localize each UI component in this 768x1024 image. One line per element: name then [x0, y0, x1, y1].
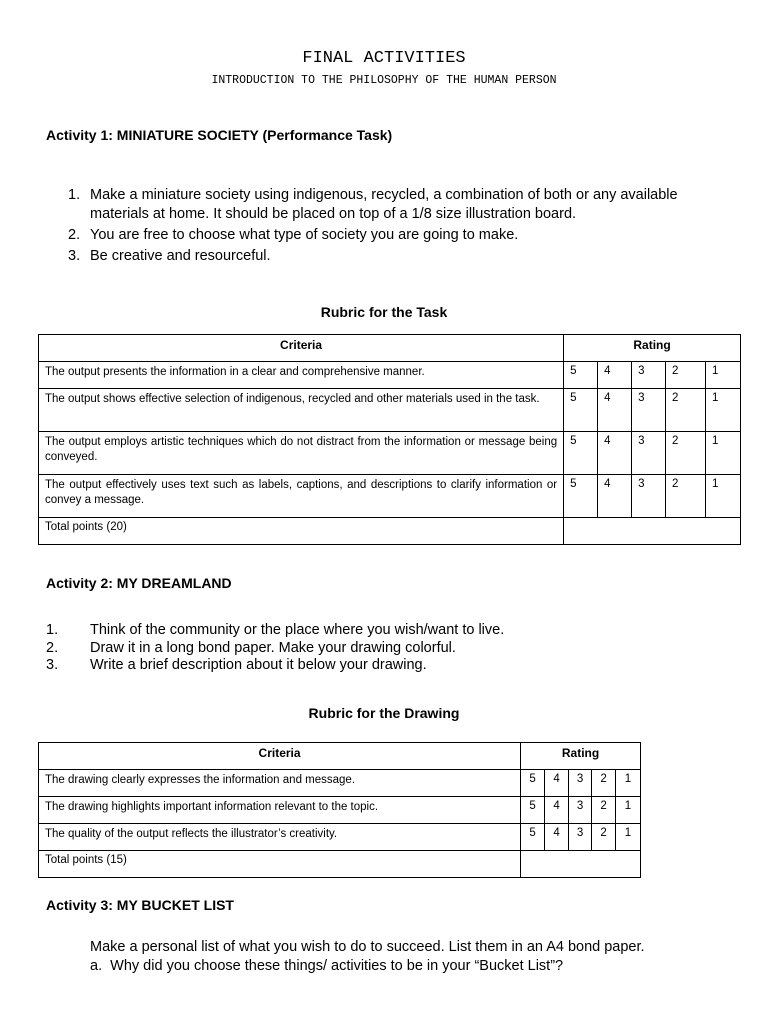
- score-cell: 1: [706, 362, 741, 389]
- criteria-cell: The drawing clearly expresses the information and message.: [39, 770, 521, 797]
- list-item: [46, 247, 736, 266]
- score-cell: 3: [569, 797, 592, 824]
- criteria-cell: The output shows effective selection of indigenous, recycled and other materials used in the task.: [39, 389, 564, 432]
- rubric-task-title: Rubric for the Task: [320, 304, 448, 320]
- score-cell: 4: [598, 475, 632, 518]
- list-number: 2.: [46, 639, 59, 656]
- total-points-label: Total points (15): [39, 851, 521, 878]
- table-row: [39, 770, 641, 797]
- score-cell: 4: [545, 797, 569, 824]
- score-cell: 5: [521, 824, 545, 851]
- rubric-drawing-title: Rubric for the Drawing: [308, 705, 460, 721]
- score-cell: 2: [592, 824, 616, 851]
- sub-item-label: a.: [90, 958, 103, 974]
- criteria-cell: The output effectively uses text such as labels, captions, and descriptions to clarify information or convey a message.: [39, 475, 564, 518]
- activity3-sub-item: [90, 958, 563, 974]
- sub-item-text: Why did you choose these things/ activities to be in your “Bucket List”?: [110, 958, 564, 974]
- rating-header: Rating: [564, 335, 741, 362]
- score-cell: 3: [632, 389, 666, 432]
- score-cell: 5: [521, 770, 545, 797]
- score-cell: 2: [666, 389, 706, 432]
- list-number: 2.: [68, 227, 81, 243]
- total-points-value: [521, 851, 641, 878]
- table-header-row: [39, 743, 641, 770]
- score-cell: 1: [616, 797, 641, 824]
- activity2-list: [46, 622, 736, 675]
- table-row: [39, 824, 641, 851]
- activity3-paragraph: Make a personal list of what you wish to do to succeed. List them in an A4 bond paper.: [90, 939, 645, 955]
- score-cell: 3: [569, 770, 592, 797]
- table-row: [39, 362, 741, 389]
- list-number: 1.: [46, 622, 59, 638]
- score-cell: 2: [666, 432, 706, 475]
- criteria-header: Criteria: [39, 335, 564, 362]
- table-total-row: [39, 518, 741, 545]
- list-item: [46, 640, 736, 658]
- score-cell: 5: [564, 475, 598, 518]
- score-cell: 5: [521, 797, 545, 824]
- list-text: Think of the community or the place where you wish/want to live.: [90, 622, 505, 638]
- score-cell: 1: [706, 432, 741, 475]
- list-item: [46, 186, 736, 224]
- score-cell: 3: [632, 432, 666, 475]
- score-cell: 2: [592, 770, 616, 797]
- score-cell: 4: [598, 432, 632, 475]
- score-cell: 2: [666, 475, 706, 518]
- criteria-cell: The drawing highlights important information relevant to the topic.: [39, 797, 521, 824]
- total-points-label: Total points (20): [39, 518, 564, 545]
- activity2-heading: Activity 2: MY DREAMLAND: [46, 575, 232, 591]
- score-cell: 3: [569, 824, 592, 851]
- score-cell: 1: [706, 475, 741, 518]
- score-cell: 4: [545, 770, 569, 797]
- document-title: FINAL ACTIVITIES: [302, 49, 466, 68]
- table-total-row: [39, 851, 641, 878]
- score-cell: 2: [592, 797, 616, 824]
- table-row: [39, 389, 741, 432]
- criteria-cell: The quality of the output reflects the illustrator’s creativity.: [39, 824, 521, 851]
- table-row: [39, 797, 641, 824]
- score-cell: 4: [598, 389, 632, 432]
- list-number: 3.: [68, 248, 81, 264]
- activity3-heading: Activity 3: MY BUCKET LIST: [46, 897, 234, 913]
- list-item: [46, 226, 736, 245]
- list-item: [46, 622, 736, 640]
- list-text: You are free to choose what type of society you are going to make.: [90, 227, 519, 243]
- table-row: [39, 475, 741, 518]
- activity1-list: [46, 186, 736, 268]
- list-number: 3.: [46, 657, 59, 673]
- score-cell: 5: [564, 432, 598, 475]
- document-subtitle: INTRODUCTION TO THE PHILOSOPHY OF THE HUMAN PERSON: [211, 74, 557, 87]
- table-header-row: [39, 335, 741, 362]
- score-cell: 4: [598, 362, 632, 389]
- list-text: Make a miniature society using indigenous, recycled, a combination of both or any available materials at home. It should be placed on top of a 1/8 size illustration board.: [90, 187, 678, 222]
- list-text: Be creative and resourceful.: [90, 248, 271, 264]
- rating-header: Rating: [521, 743, 641, 770]
- rubric-drawing-table: [38, 742, 641, 878]
- criteria-cell: The output presents the information in a clear and comprehensive manner.: [39, 362, 564, 389]
- score-cell: 5: [564, 362, 598, 389]
- criteria-cell: The output employs artistic techniques which do not distract from the information or message being conveyed.: [39, 432, 564, 475]
- score-cell: 1: [616, 824, 641, 851]
- score-cell: 1: [616, 770, 641, 797]
- score-cell: 2: [666, 362, 706, 389]
- rubric-task-table: [38, 334, 741, 545]
- list-text: Draw it in a long bond paper. Make your drawing colorful.: [90, 639, 456, 656]
- table-row: [39, 432, 741, 475]
- criteria-header: Criteria: [39, 743, 521, 770]
- list-number: 1.: [68, 187, 81, 203]
- score-cell: 4: [545, 824, 569, 851]
- score-cell: 3: [632, 362, 666, 389]
- score-cell: 1: [706, 389, 741, 432]
- list-item: [46, 657, 736, 675]
- total-points-value: [564, 518, 741, 545]
- activity1-heading: Activity 1: MINIATURE SOCIETY (Performance Task): [46, 127, 393, 143]
- score-cell: 5: [564, 389, 598, 432]
- score-cell: 3: [632, 475, 666, 518]
- list-text: Write a brief description about it below your drawing.: [90, 657, 427, 673]
